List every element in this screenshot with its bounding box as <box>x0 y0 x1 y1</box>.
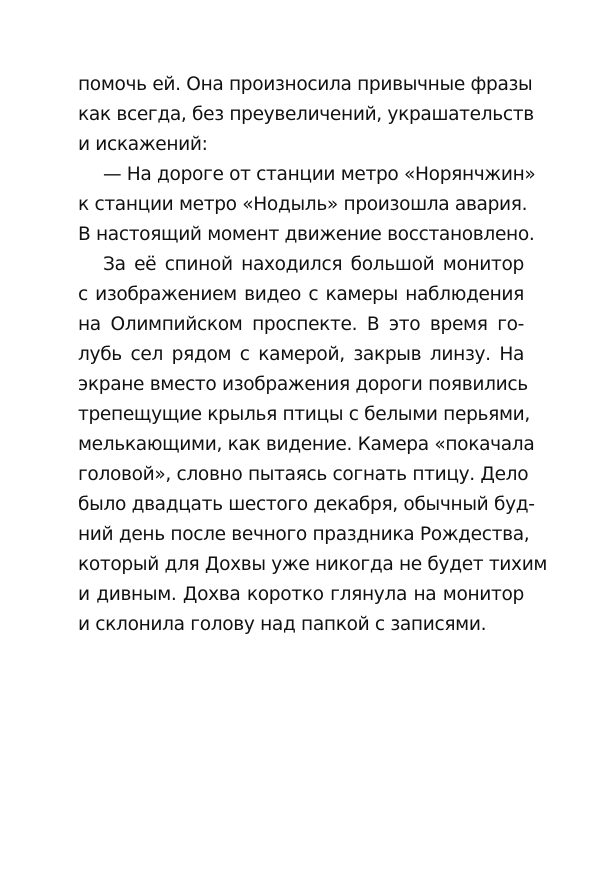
text-line: — На дороге от станции метро «Норянчжин» <box>103 164 536 185</box>
text-line: который для Дохвы уже никогда не будет тихим <box>78 554 548 575</box>
text-line: и склонила голову над папкой с записями. <box>78 614 487 635</box>
text-line: трепещущие крылья птицы с белыми перьями, <box>78 404 530 425</box>
text-line: к станции метро «Нодыль» произошла авария. <box>78 194 528 215</box>
text-line: и дивным. Дохва коротко глянула на монитор <box>78 584 524 605</box>
body-text <box>78 70 548 640</box>
text-line: За её спиной находился большой монитор <box>103 254 524 275</box>
text-line: В настоящий момент движение восстановлено. <box>78 224 535 245</box>
text-line: с изображением видео с камеры наблюдения <box>78 284 524 305</box>
text-line: на Олимпийском проспекте. В это время го- <box>78 314 524 335</box>
text-line: ний день после вечного праздника Рождества, <box>78 524 530 545</box>
text-line: было двадцать шестого декабря, обычный буд- <box>78 494 535 515</box>
text-line: головой», словно пытаясь согнать птицу. Дело <box>78 464 529 485</box>
text-line: и искажений: <box>78 134 208 155</box>
text-line: мелькающими, как видение. Камера «покачала <box>78 434 535 455</box>
text-line: помочь ей. Она произносила привычные фразы <box>78 74 533 95</box>
text-line: экране вместо изображения дороги появились <box>78 374 528 395</box>
text-line: как всегда, без преувеличений, украшательств <box>78 104 534 125</box>
text-line: лубь сел рядом с камерой, закрыв линзу. На <box>78 344 524 365</box>
